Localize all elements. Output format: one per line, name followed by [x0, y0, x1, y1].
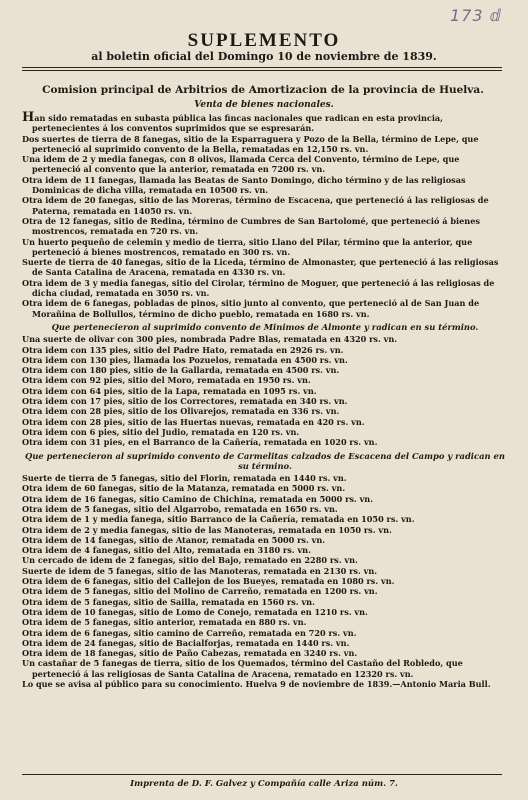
sale-entry: Otra idem de 24 fanegas, sitio de Bacialforjas, rematada en 1440 rs. vn. [22, 637, 350, 648]
sale-entry: Suerte de tierra de 40 fanegas, sitio de la Liceda, término de Almonaster, que perteneció á las religiosas de Santa Catalina de Aracena, rematada en 4330 rs. vn. [22, 257, 499, 278]
sale-entry: Otra de 12 fanegas, sitio de Redina, término de Cumbres de San Bartolomé, que perteneció á bienes mostrencos, rematada en 720 rs. vn. [22, 215, 480, 237]
sale-entry: Otra idem de 2 y media fanegas, sitio de las Manoteras, rematada en 1050 rs. vn. [22, 524, 392, 535]
sale-entry: Otra idem de 11 fanegas, llamada las Beatas de Santo Domingo, dicho término y de las religiosas Dominicas de dicha villa, rematada en 10500 rs. vn. [22, 174, 466, 196]
top-rule-double [22, 70, 502, 71]
sale-entry: Dos suertes de tierra de 8 fanegas, sitio de la Esparraguera y Pozo de la Bella, término de Lepe, que perteneció al suprimido convento de la Bella, rematadas en 12,150 rs. vn. [22, 133, 479, 154]
sale-entry: Otra idem de 6 fanegas, pobladas de pinos, sitio junto al convento, que perteneció al de San Juan de Morañina de Bollullos, término de dicho pueblo, rematada en 1680 rs. vn. [22, 298, 480, 319]
sale-entry: Otra idem con 64 pies, sitio de la Lapa, rematada en 1095 rs. vn. [22, 385, 317, 396]
sale-entry: Otra idem de 1 y media fanega, sitio Barranco de la Cañería, rematada en 1050 rs. vn. [22, 514, 415, 525]
sale-entry: Una idem de 2 y media fanegas, con 8 olivos, llamada Cerca del Convento, término de Lepe, que perteneció al convento que la anterior, rematada en 7200 rs. vn. [22, 154, 460, 175]
sale-entry: Otra idem con 28 pies, sitio de los Olivarejos, rematada en 336 rs. vn. [22, 406, 340, 417]
sale-entry: Un huerto pequeño de celemin y medio de tierra, sitio Llano del Pilar, término que la anterior, que perteneció á bienes mostrencos, rematado en 300 rs. vn. [22, 236, 473, 257]
sale-entry: Suerte de tierra de 5 fanegas, sitio del Florin, rematada en 1440 rs. vn. [22, 473, 347, 484]
section-heading-carmelitas: Que pertenecieron al suprimido convento de Carmelitas calzados de Escacena del Campo y radican en su término. [25, 450, 505, 471]
section-heading-minimos: Que pertenecieron al suprimido convento de Minimos de Almonte y radican en su término. [51, 321, 479, 332]
entries-list-b [22, 334, 508, 447]
sale-entry: Otra idem con 31 pies, en el Barranco de la Cañería, rematada en 1020 rs. vn. [22, 437, 378, 448]
document-body [22, 110, 508, 690]
sale-entry: Otra idem de 5 fanegas, sitio de Sailla, rematada en 1560 rs. vn. [22, 596, 315, 607]
document-title: SUPLEMENTO [187, 30, 341, 51]
sale-entry: Un castañar de 5 fanegas de tierra, sitio de los Quemados, término del Castaño del Robledo, que perteneció á las religiosas de Santa Catalina de Aracena, rematado en 12320 rs. vn. [22, 658, 463, 679]
sale-entry: Otra idem de 60 fanegas, sitio de la Matanza, rematada en 5000 rs. vn. [22, 483, 346, 494]
sale-entry: Otra idem con 92 pies, sitio del Moro, rematada en 1950 rs. vn. [22, 375, 311, 386]
sale-entry: Otra idem de 5 fanegas, sitio del Algarrobo, rematada en 1650 rs. vn. [22, 503, 338, 514]
sale-entry: Otra idem de 18 fanegas, sitio de Paño Cabezas, rematada en 3240 rs. vn. [22, 648, 358, 659]
sale-entry: Lo que se avisa al público para su conocimiento. Huelva 9 de noviembre de 1839.—Antonio Maria Bull. [22, 679, 491, 690]
sale-entry: Otra idem con 130 pies, llamada los Pozuelos, rematada en 4500 rs. vn. [22, 354, 348, 365]
sale-entry: Un cercado de idem de 2 fanegas, sitio del Bajo, rematado en 2280 rs. vn. [22, 555, 358, 566]
sale-entry: Otra idem de 20 fanegas, sitio de las Moreras, término de Escacena, que perteneció á las religiosas de Paterna, rematada en 14050 rs. vn. [22, 195, 489, 216]
sale-entry: Otra idem de 6 fanegas, sitio del Callejon de los Bueyes, rematada en 1080 rs. vn. [22, 576, 395, 587]
sale-entry: Otra idem de 5 fanegas, sitio anterior, rematada en 880 rs. vn. [22, 617, 307, 628]
printer-footer: Imprenta de D. F. Galvez y Compañía calle Ariza núm. 7. [130, 779, 398, 789]
sale-entry: Otra idem de 6 fanegas, sitio camino de Carreño, rematada en 720 rs. vn. [22, 627, 357, 638]
sale-entry: Otra idem de 3 y media fanegas, sitio del Cirolar, término de Moguer, que perteneció á las religiosas de dicha ciudad, rematada en 3050 rs. vn. [22, 277, 495, 299]
sale-entry: Otra idem de 4 fanegas, sitio del Alto, rematada en 3180 rs. vn. [22, 545, 311, 556]
sale-entry: Otra idem con 135 pies, sitio del Padre Hato, rematada en 2926 rs. vn. [22, 344, 344, 355]
handwritten-note: 173 ⅆ [450, 6, 502, 25]
document-subtitle: al boletin oficial del Domingo 10 de noviembre de 1839. [91, 50, 437, 63]
sale-entry: Suerte de idem de 5 fanegas, sitio de las Manoteras, rematada en 2130 rs. vn. [22, 565, 378, 576]
section-title: Venta de bienes nacionales. [194, 100, 334, 110]
sale-entry: Otra idem de 14 fanegas, sitio de Atanor, rematada en 5000 rs. vn. [22, 534, 326, 545]
sale-entry: Otra idem con 6 pies, sitio del Judio, rematada en 120 rs. vn. [22, 426, 300, 437]
sale-entry: Una suerte de olivar con 300 pies, nombrada Padre Blas, rematada en 4320 rs. vn. [22, 334, 398, 345]
sale-entry: Han sido rematadas en subasta pública las fincas nacionales que radican en esta provincia, pertenecientes á los conventos suprimidos que se espresarán. [22, 110, 444, 134]
bottom-rule [22, 774, 502, 775]
commission-heading: Comision principal de Arbitrios de Amortizacion de la provincia de Huelva. [42, 84, 484, 96]
sale-entry: Otra idem con 17 pies, sitio de los Correctores, rematada en 340 rs. vn. [22, 396, 348, 407]
sale-entry: Otra idem de 5 fanegas, sitio del Molino de Carreño, rematada en 1200 rs. vn. [22, 586, 378, 597]
sale-entry: Otra idem con 180 pies, sitio de la Gallarda, rematada en 4500 rs. vn. [22, 365, 340, 376]
sale-entry: Otra idem con 28 pies, sitio de las Huertas nuevas, rematada en 420 rs. vn. [22, 416, 365, 427]
entries-list-a [22, 110, 508, 319]
top-rule [22, 67, 502, 68]
sale-entry: Otra idem de 10 fanegas, sitio de Lomo de Conejo, rematada en 1210 rs. vn. [22, 606, 368, 617]
entries-list-c [22, 473, 508, 689]
sale-entry: Otra idem de 16 fanegas, sitio Camino de Chichina, rematada en 5000 rs. vn. [22, 493, 374, 504]
